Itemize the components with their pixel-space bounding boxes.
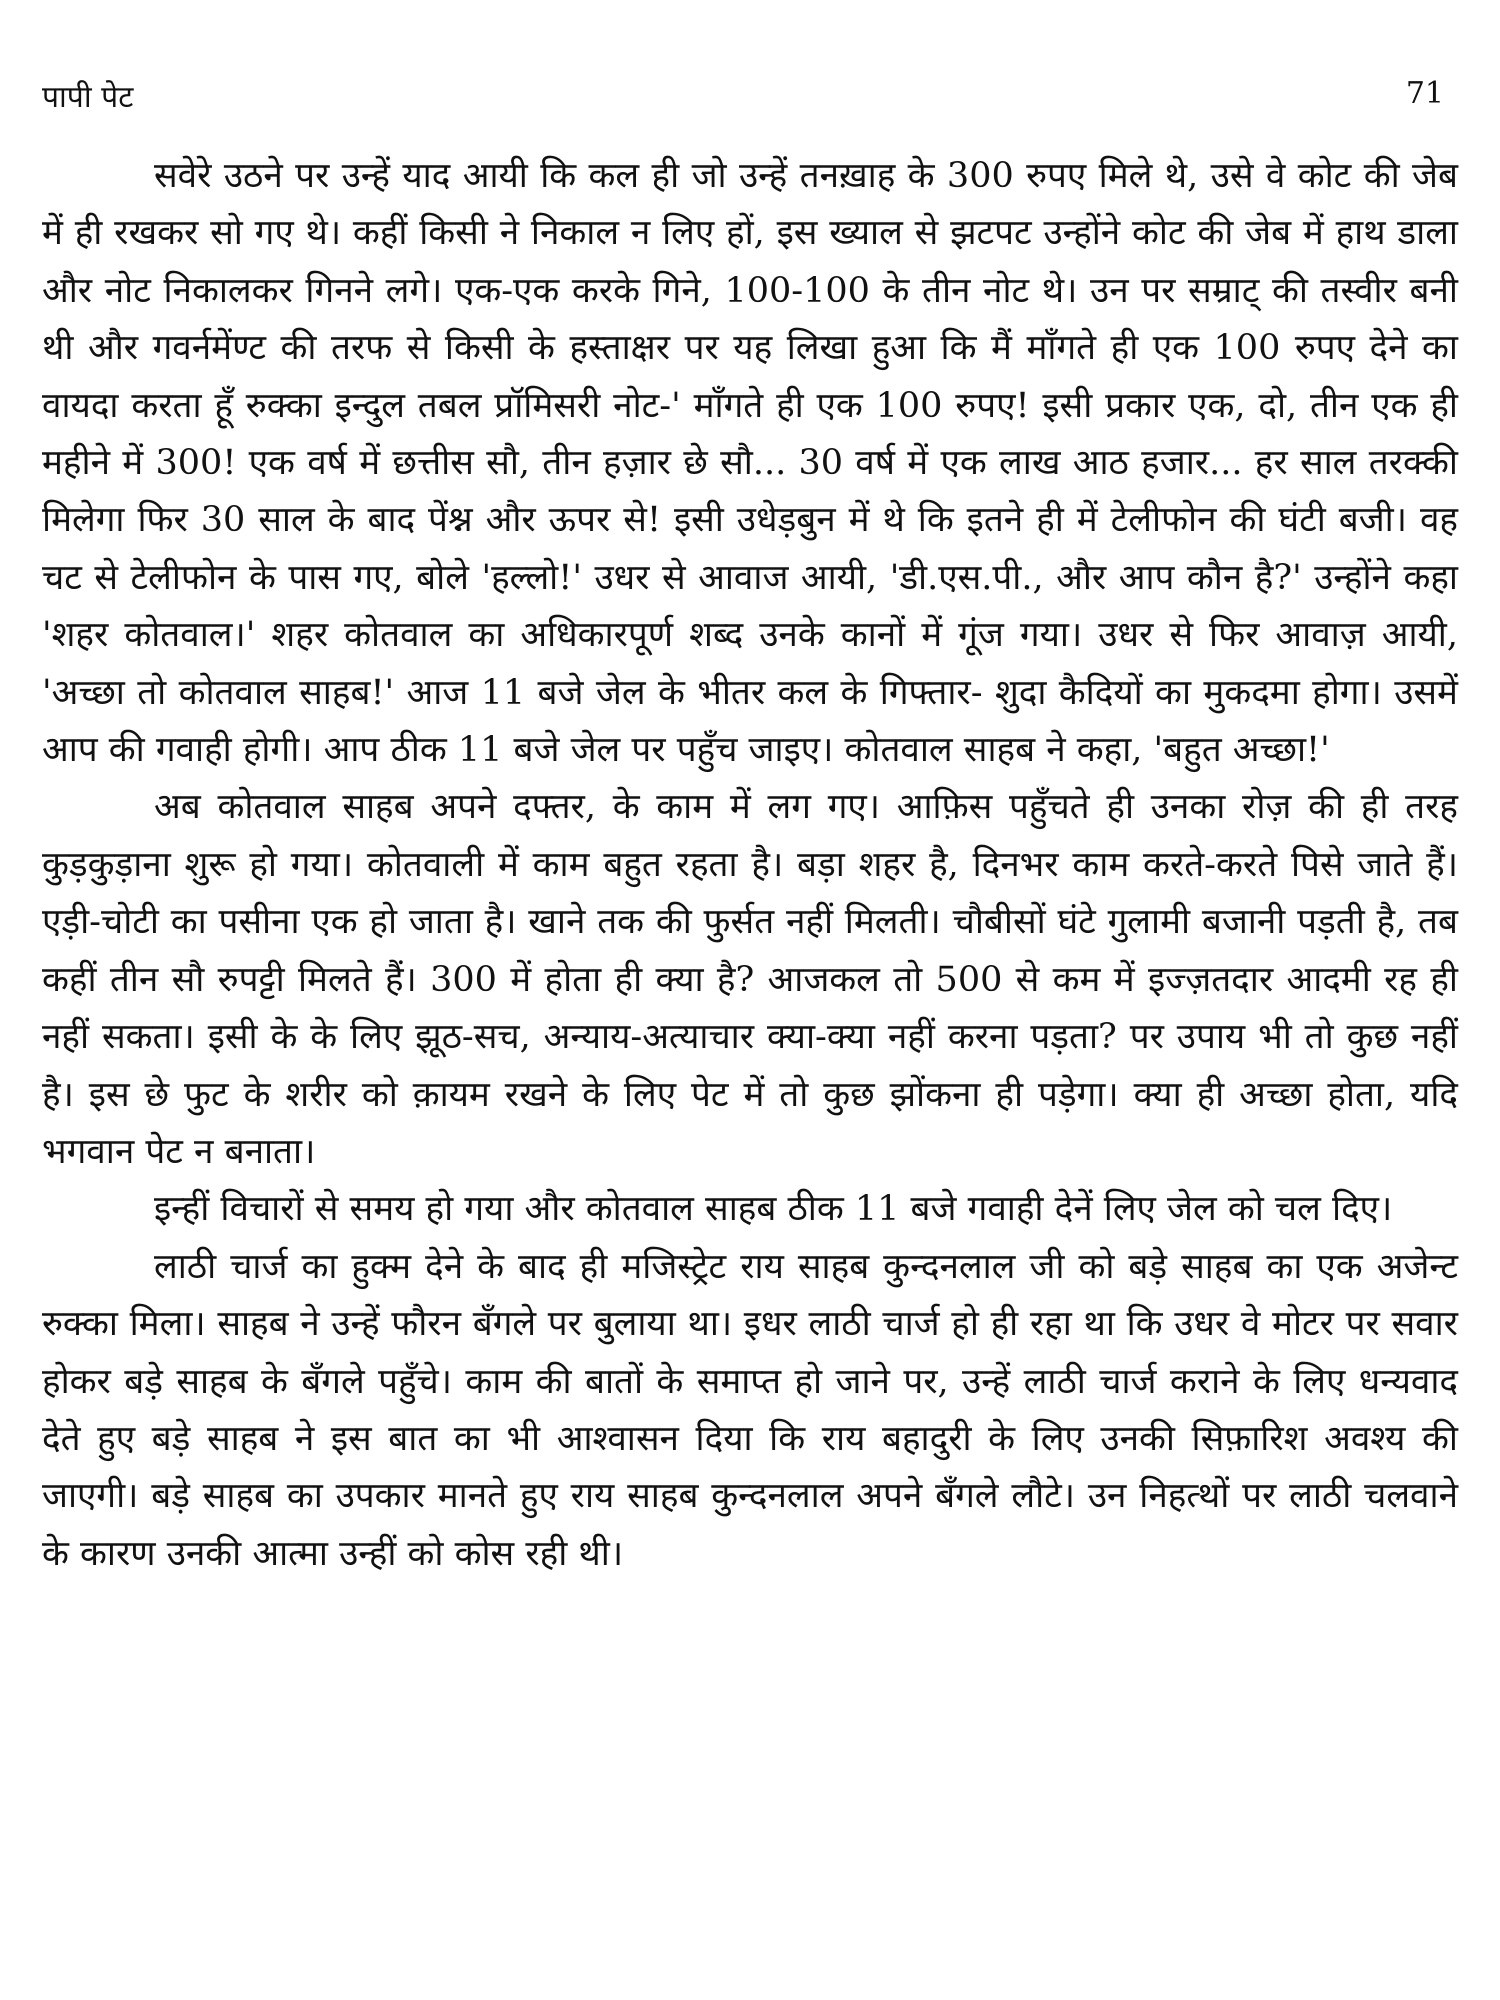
page-number: 71 [1405,76,1444,111]
body-text [42,148,1458,1583]
paragraph-1: सवेरे उठने पर उन्हें याद आयी कि कल ही जो उन्हें तनख़ाह के 300 रुपए मिले थे, उसे वे कोट की जेब में ही रखकर सो गए थे। कहीं किसी ने निकाल न लिए हों, इस ख्याल से झटपट उन्होंने कोट की जेब में हाथ डाला और नोट निकालकर गिनने लगे। एक-एक करके गिने, 100-100 के तीन नोट थे। उन पर सम्राट् की तस्वीर बनी थी और गवर्नमेंण्ट की तरफ से किसी के हस्ताक्षर पर यह लिखा हुआ कि मैं माँगते ही एक 100 रुपए देने का वायदा करता हूँ रुक्का इन्दुल तबल प्रॉमिसरी नोट-' माँगते ही एक 100 रुपए! इसी प्रकार एक, दो, तीन एक ही महीने में 300! एक वर्ष में छत्तीस सौ, तीन हज़ार छे सौ... 30 वर्ष में एक लाख आठ हजार... हर साल तरक्की मिलेगा फिर 30 साल के बाद पेंश्न और ऊपर से! इसी उधेड़बुन में थे कि इतने ही में टेलीफोन की घंटी बजी। वह चट से टेलीफोन के पास गए, बोले 'हल्लो!' उधर से आवाज आयी, 'डी.एस.पी., और आप कौन है?' उन्होंने कहा 'शहर कोतवाल।' शहर कोतवाल का अधिकारपूर्ण शब्द उनके कानों में गूंज गया। उधर से फिर आवाज़ आयी, 'अच्छा तो कोतवाल साहब!' आज 11 बजे जेल के भीतर कल के गिफ्तार- शुदा कैदियों का मुकदमा होगा। उसमें आप की गवाही होगी। आप ठीक 11 बजे जेल पर पहुँच जाइए। कोतवाल साहब ने कहा, 'बहुत अच्छा!' [42,156,1458,771]
paragraph-3: इन्हीं विचारों से समय हो गया और कोतवाल साहब ठीक 11 बजे गवाही देनें लिए जेल को चल दिए। [154,1189,1393,1230]
running-title: पापी पेट [42,80,134,115]
paragraph-2: अब कोतवाल साहब अपने दफ्तर, के काम में लग गए। आफ़िस पहुँचते ही उनका रोज़ की ही तरह कुड़कुड़ाना शुरू हो गया। कोतवाली में काम बहुत रहता है। बड़ा शहर है, दिनभर काम करते-करते पिसे जाते हैं। एड़ी-चोटी का पसीना एक हो जाता है। खाने तक की फुर्सत नहीं मिलती। चौबीसों घंटे गुलामी बजानी पड़ती है, तब कहीं तीन सौ रुपट्टी मिलते हैं। 300 में होता ही क्या है? आजकल तो 500 से कम में इज्ज़तदार आदमी रह ही नहीं सकता। इसी के के लिए झूठ-सच, अन्याय-अत्याचार क्या-क्या नहीं करना पड़ता? पर उपाय भी तो कुछ नहीं है। इस छे फुट के शरीर को क़ायम रखने के लिए पेट में तो कुछ झोंकना ही पड़ेगा। क्या ही अच्छा होता, यदि भगवान पेट न बनाता। [42,787,1458,1172]
paragraph-4: लाठी चार्ज का हुक्म देने के बाद ही मजिस्ट्रेट राय साहब कुन्दनलाल जी को बड़े साहब का एक अजेन्ट रुक्का मिला। साहब ने उन्हें फौरन बँगले पर बुलाया था। इधर लाठी चार्ज हो ही रहा था कि उधर वे मोटर पर सवार होकर बड़े साहब के बँगले पहुँचे। काम की बातों के समाप्त हो जाने पर, उन्हें लाठी चार्ज कराने के लिए धन्यवाद देते हुए बड़े साहब ने इस बात का भी आश्वासन दिया कि राय बहादुरी के लिए उनकी सिफ़ारिश अवश्य की जाएगी। बड़े साहब का उपकार मानते हुए राय साहब कुन्दनलाल अपने बँगले लौटे। उन निहत्थों पर लाठी चलवाने के कारण उनकी आत्मा उन्हीं को कोस रही थी। [42,1246,1458,1574]
